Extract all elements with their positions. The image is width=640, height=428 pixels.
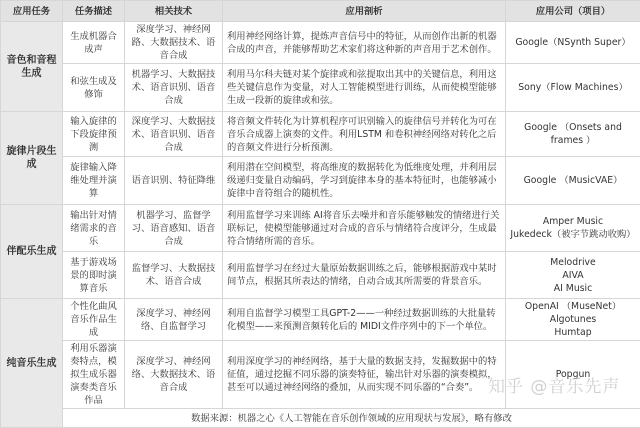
task-cell: 旋律片段生成 (1, 112, 63, 205)
company-cell (506, 205, 640, 252)
company-name: Sony（Flow Machines） (510, 81, 636, 94)
analysis-cell: 利用监督学习在经过大量原始数据训练之后，能够根据游戏中某时间节点，根据其所表达的情绪，自动合成其所需要的背景音乐。 (223, 252, 506, 299)
table-row (1, 205, 640, 252)
desc-cell: 输出针对情绪需求的音乐 (63, 205, 125, 252)
company-name: Google（NSynth Super） (510, 36, 636, 49)
header-tech: 相关技术 (125, 1, 223, 22)
analysis-cell: 利用马尔科夫链对某个旋律或和弦提取出其中的关键信息，利用这些关键信息作为变量，对人工智能模型进行训练，从而使模型能够生成一段新的旋律或和弦。 (223, 64, 506, 112)
company-name: Amper Music (510, 215, 636, 228)
table-row (1, 112, 640, 157)
company-name: Humtap (510, 326, 636, 339)
desc-cell: 输入旋律的下段旋律预测 (63, 112, 125, 157)
table-row (1, 157, 640, 205)
source-row (1, 409, 640, 428)
analysis-cell: 将音频文件转化为计算机程序可识别输入的旋律信号并转化为可在音乐合成器上演奏的文件。利用LSTM 和卷积神经网络对转化之后的音频文件进行分析预测。 (223, 112, 506, 157)
tech-cell: 语音识别、特征降维 (125, 157, 223, 205)
company-name: AI Music (510, 282, 636, 295)
tech-cell: 监督学习、大数据技术、语音合成 (125, 252, 223, 299)
tech-cell: 深度学习、神经网路、大数据技术、语音合成 (125, 22, 223, 64)
desc-cell: 利用乐器演奏特点，模拟生成乐器演奏类音乐作品 (63, 341, 125, 409)
task-cell: 伴配乐生成 (1, 205, 63, 299)
desc-cell: 个性化曲风音乐作品生成 (63, 299, 125, 341)
analysis-cell: 利用监督学习来训练 AI将音乐去噪并和音乐能够触发的情绪进行关联标记，使模型能够通过对合成的音乐与情绪符合度评分，生成最符合情绪所需的音乐。 (223, 205, 506, 252)
company-cell (506, 64, 640, 112)
table-row (1, 252, 640, 299)
header-row (1, 1, 640, 22)
table-row (1, 299, 640, 341)
company-name: OpenAI （MuseNet） (510, 300, 636, 313)
desc-cell: 生成机器合成声 (63, 22, 125, 64)
header-task: 应用任务 (1, 1, 63, 22)
company-name: Melodrive (510, 256, 636, 269)
company-cell (506, 252, 640, 299)
company-name: Google （Onsets and frames ） (510, 121, 636, 147)
company-name: Popgun (510, 368, 636, 381)
header-company: 应用公司（项目） (506, 1, 640, 22)
desc-cell: 旋律输入降维处理并演算 (63, 157, 125, 205)
company-cell (506, 22, 640, 64)
header-desc: 任务描述 (63, 1, 125, 22)
company-cell (506, 299, 640, 341)
analysis-cell: 利用深度学习的神经网络，基于大量的数据支持，发掘数据中的特征值，通过挖掘不同乐器的演奏特征，输出针对乐器的演奏模拟，甚至可以通过神经网络的叠加，从而实现不同乐器的“合奏”。 (223, 341, 506, 409)
analysis-cell: 利用潜在空间模型，将高维度的数据转化为低维度处理，并利用层级递归变量自动编码，学习到旋律本身的基本特征时，也能够减小旋律中音符组合的随机性。 (223, 157, 506, 205)
task-cell: 纯音乐生成 (1, 299, 63, 428)
analysis-cell: 利用神经网络计算，提炼声音信号中的特征，从而创作出新的机器合成的声音，并能够帮助艺术家们将这种新的声音用于艺术创作。 (223, 22, 506, 64)
company-name: AIVA (510, 269, 636, 282)
tech-cell: 机器学习、大数据技术、语音识别、语音合成 (125, 64, 223, 112)
header-analysis: 应用剖析 (223, 1, 506, 22)
task-cell: 音色和音程生成 (1, 22, 63, 112)
tech-cell: 机器学习、监督学习、语音感知、语音合成 (125, 205, 223, 252)
company-name: Google （MusicVAE） (510, 174, 636, 187)
desc-cell: 和弦生成及修饰 (63, 64, 125, 112)
watermark: 知乎 @音乐先声 (488, 372, 620, 397)
tech-cell: 深度学习、神经网络、自监督学习 (125, 299, 223, 341)
table-row (1, 22, 640, 64)
company-name: Algotunes (510, 313, 636, 326)
company-name: Jukedeck（被字节跳动收购） (510, 228, 636, 241)
analysis-cell: 利用自监督学习模型工具GPT-2——一种经过数据训练的大批量转化模型——来预测音频转化后的 MIDI文件序列中的下一个单位。 (223, 299, 506, 341)
table-row (1, 64, 640, 112)
tech-cell: 深度学习、神经网络、大数据技术、语音合成 (125, 341, 223, 409)
source-note: 数据来源：机器之心《人工智能在音乐创作领域的应用现状与发展》，略有修改 (63, 409, 640, 428)
company-cell (506, 157, 640, 205)
company-cell (506, 112, 640, 157)
tech-cell: 深度学习、大数据技术、语音识别、语音合成 (125, 112, 223, 157)
desc-cell: 基于游戏场景的即时演算音乐 (63, 252, 125, 299)
